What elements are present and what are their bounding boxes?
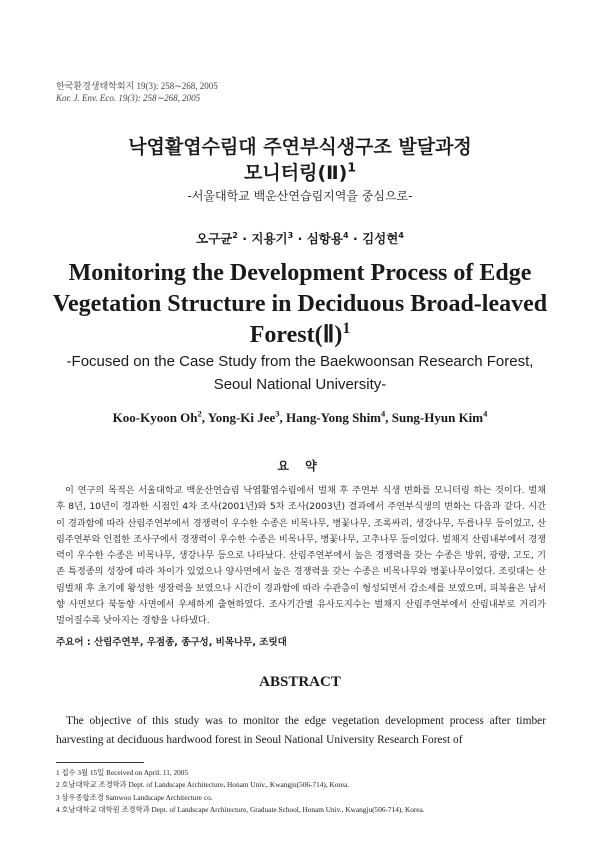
korean-title-line2 <box>0 160 600 186</box>
korean-author-affiliation: 2 <box>232 229 238 240</box>
footnote: 3 삼우종합조경 Samwoo Landscape Architecture co. <box>56 792 213 802</box>
korean-subtitle: -서울대학교 백운산연습림지역을 중심으로- <box>187 189 413 203</box>
author-separator: , <box>201 410 208 425</box>
author-separator: · <box>293 231 307 246</box>
korean-title-line2-text: 모니터링(Ⅱ) <box>244 162 348 184</box>
author-separator: · <box>237 231 252 246</box>
journal-ref-korean: 한국환경생태학회지 19(3): 258∼268, 2005 <box>56 81 218 91</box>
korean-authors <box>0 229 600 247</box>
footnote: 4 호남대학교 대학원 조경학과 Dept. of Landscape Architecture, Graduate School, Honam Univ., Kwangju(506-714), Korea. <box>56 804 425 814</box>
english-author: Koo-Kyoon Oh <box>112 410 198 425</box>
english-author-affiliation: 2 <box>197 408 202 419</box>
footnote: 1 접수 3월 15일 Received on April. 11, 2005 <box>56 768 189 777</box>
korean-keywords: 주요어 : 산림주연부, 우점종, 종구성, 비목나무, 조릿대 <box>56 637 287 648</box>
journal-ref-english: Kor. J. Env. Eco. 19(3): 258∼268, 2005 <box>56 93 201 103</box>
english-title-line2: Vegetation Structure in Deciduous Broad-leaved <box>52 291 548 317</box>
footnote: 2 호남대학교 조경학과 Dept. of Landscape Architecture, Honam Univ., Kwangju(506-714), Korea. <box>56 780 350 790</box>
journal-reference <box>56 80 218 104</box>
korean-author: 오구균 <box>196 231 233 246</box>
english-subtitle-line1: -Focused on the Case Study from the Baekwoonsan Research Forest, <box>66 353 534 370</box>
korean-author-affiliation: 4 <box>398 229 404 240</box>
english-author: Yong-Ki Jee <box>207 410 276 425</box>
english-title-footnote-mark: 1 <box>342 320 351 337</box>
english-title-line3 <box>0 320 600 351</box>
english-author-affiliation: 4 <box>483 408 488 419</box>
english-title-line1: Monitoring the Development Process of Edge <box>68 260 532 286</box>
abstract-heading: ABSTRACT <box>259 674 341 690</box>
english-title <box>0 258 600 351</box>
korean-abstract-heading: 요 약 <box>277 459 323 473</box>
korean-author: 지용기 <box>251 231 288 246</box>
korean-author-affiliation: 4 <box>342 229 349 240</box>
english-authors <box>0 410 600 426</box>
english-author-affiliation: 3 <box>275 408 280 419</box>
korean-author: 심항용 <box>306 231 343 246</box>
author-separator: , <box>385 410 392 425</box>
english-author: Hang-Yong Shim <box>286 410 382 425</box>
footnote-divider <box>56 762 144 763</box>
korean-author-affiliation: 3 <box>287 229 294 240</box>
author-separator: · <box>348 231 363 246</box>
korean-abstract: 이 연구의 목적은 서울대학교 백운산연습림 낙엽활엽수림에서 벌채 후 주연부 식생 변화를 모니터링 하는 것이다. 벌채 후 8년, 10년이 경과한 시점인 4차 조사(2001년)와 5차 조사(2003년) 결과에서 주연부식생의 변화는 다음과 같다. 시간이 경과함에 따라 산림주연부에서 경쟁력이 우수한 수종은 비목나무, 병꽃나무, 조록싸리, 생강나무, 두릅나무 등이었고, 산림주연부와 인접한 조사구에서 경쟁력이 우수한 수종은 비목나무, 병꽃나무, 고추나무 등이었다. 벌채지 산림내부에서 경쟁력이 우수한 수종은 비목나무, 생강나무 등으로 나타났다. 산림주연부에서 높은 경쟁력을 갖는 수종은 방위, 광량, 고도, 기존 특정종의 성장에 따라 차이가 있었으나 양사면에서 높은 경쟁력을 갖는 수종은 비목나무와 병꽃나무이었다. 조릿대는 산림벌채 후 초기에 왕성한 생장력을 보였으나 시간이 경과함에 따라 수관층이 형성되면서 감소세를 보였으며, 피복율은 남서향 사면보다 북동향 사면에서 우세하게 출현하였다. 조사기간별 유사도지수는 벌채지 산림주연부에서 산림내부로 거리가 멀어질수록 낮아지는 경향을 나타냈다. <box>56 485 546 627</box>
abstract-body: The objective of this study was to monitor the edge vegetation development process after timber harvesting at deciduous hardwood forest in Seoul National University Research Forest of <box>56 715 546 746</box>
english-subtitle <box>0 350 600 396</box>
korean-title-line1: 낙엽활엽수림대 주연부식생구조 발달과정 <box>128 136 472 158</box>
english-subtitle-line2: Seoul National University- <box>213 376 387 393</box>
korean-title <box>0 134 600 186</box>
author-separator: , <box>279 410 287 425</box>
footnotes <box>56 767 556 816</box>
korean-title-footnote-mark: 1 <box>347 160 356 175</box>
english-author-affiliation: 4 <box>381 408 386 419</box>
korean-author: 김성현 <box>362 231 399 246</box>
english-author: Sung-Hyun Kim <box>391 410 484 425</box>
english-title-line3-text: Forest(Ⅱ) <box>249 322 343 348</box>
